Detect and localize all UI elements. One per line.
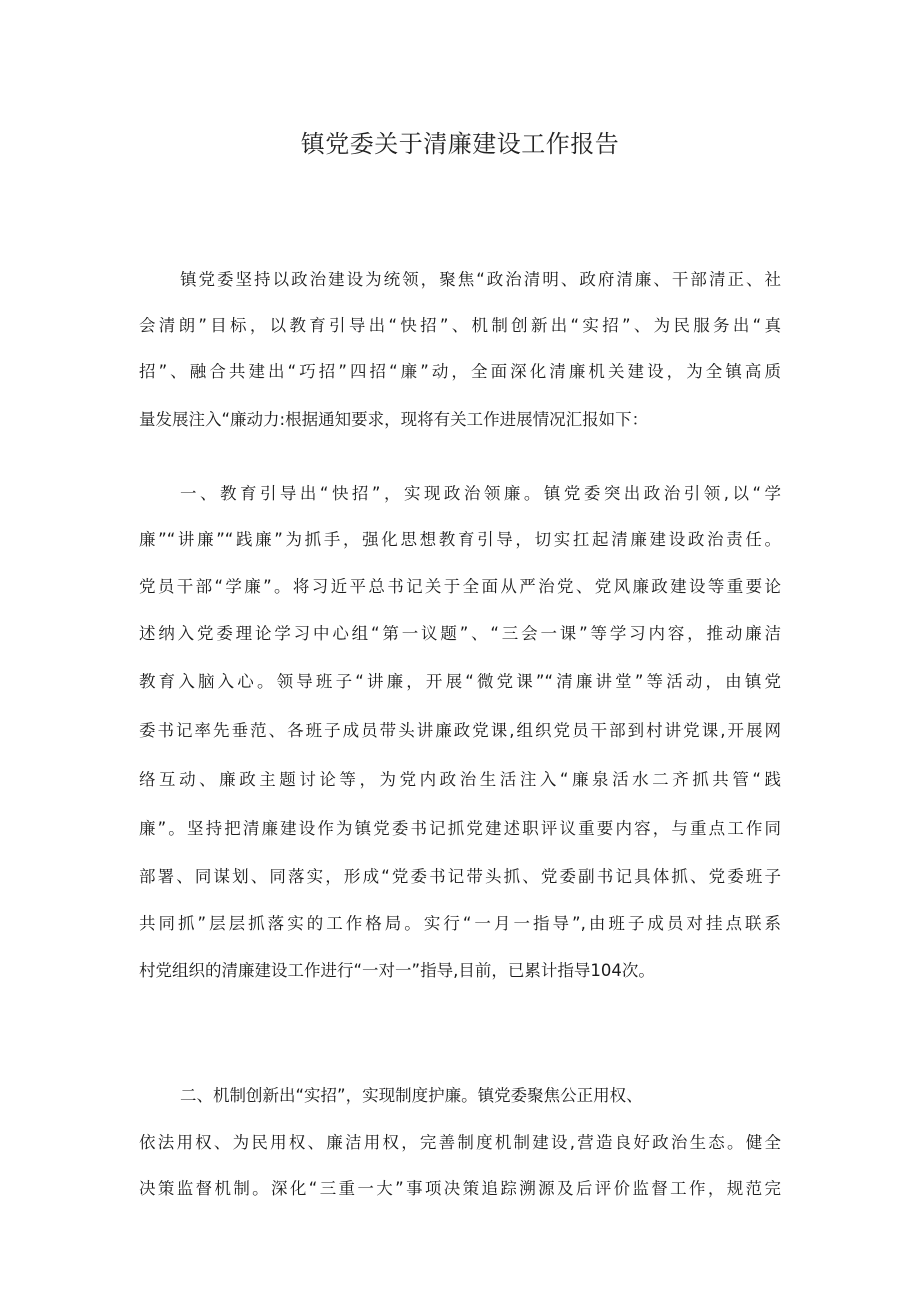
paragraph-line: 部署、同谋划、同落实，形成“党委书记带头抓、党委副书记具体抓、党委班子 (139, 867, 781, 886)
paragraph-line: 廉”。坚持把清廉建设作为镇党委书记抓党建述职评议重要内容，与重点工作同 (139, 819, 781, 838)
paragraph-line: 量发展注入“廉动力:根据通知要求，现将有关工作进展情况汇报如下： (139, 410, 649, 429)
paragraph-line: 一、教育引导出“快招”，实现政治领廉。镇党委突出政治引领,以“学 (180, 484, 781, 503)
paragraph-line: 述纳入党委理论学习中心组“第一议题”、“三会一课”等学习内容，推动廉洁 (139, 624, 781, 643)
document-title: 镇党委关于清廉建设工作报告 (300, 130, 620, 158)
paragraph-line: 教育入脑入心。领导班子“讲廉，开展“微党课”“清廉讲堂”等活动，由镇党 (139, 672, 781, 691)
paragraph-line: 二、机制创新出“实招”，实现制度护廉。镇党委聚焦公正用权、 (180, 1086, 643, 1105)
paragraph-line: 依法用权、为民用权、廉洁用权，完善制度机制建设,营造良好政治生态。健全 (139, 1133, 781, 1152)
paragraph-line: 村党组织的清廉建设工作进行“一对一”指导,目前，已累计指导104次。 (139, 961, 655, 980)
paragraph-line: 镇党委坚持以政治建设为统领，聚焦“政治清明、政府清廉、干部清正、社 (180, 270, 781, 289)
paragraph-line: 决策监督机制。深化“三重一大”事项决策追踪溯源及后评价监督工作，规范完 (139, 1179, 781, 1198)
paragraph-line: 络互动、廉政主题讨论等，为党内政治生活注入“廉泉活水二齐抓共管“践 (139, 770, 781, 789)
paragraph-line: 招”、融合共建出“巧招”四招“廉”动，全面深化清廉机关建设，为全镇高质 (139, 362, 781, 381)
paragraph-line: 廉”“讲廉”“践廉”为抓手，强化思想教育引导，切实扛起清廉建设政治责任。 (139, 530, 781, 549)
paragraph-line: 共同抓”层层抓落实的工作格局。实行“一月一指导”,由班子成员对挂点联系 (139, 914, 781, 933)
paragraph-line: 党员干部“学廉”。将习近平总书记关于全面从严治党、党风廉政建设等重要论 (139, 577, 781, 596)
paragraph-line: 委书记率先垂范、各班子成员带头讲廉政党课,组织党员干部到村讲党课,开展网 (139, 721, 781, 740)
paragraph-line: 会清朗”目标，以教育引导出“快招”、机制创新出“实招”、为民服务出“真 (139, 316, 781, 335)
